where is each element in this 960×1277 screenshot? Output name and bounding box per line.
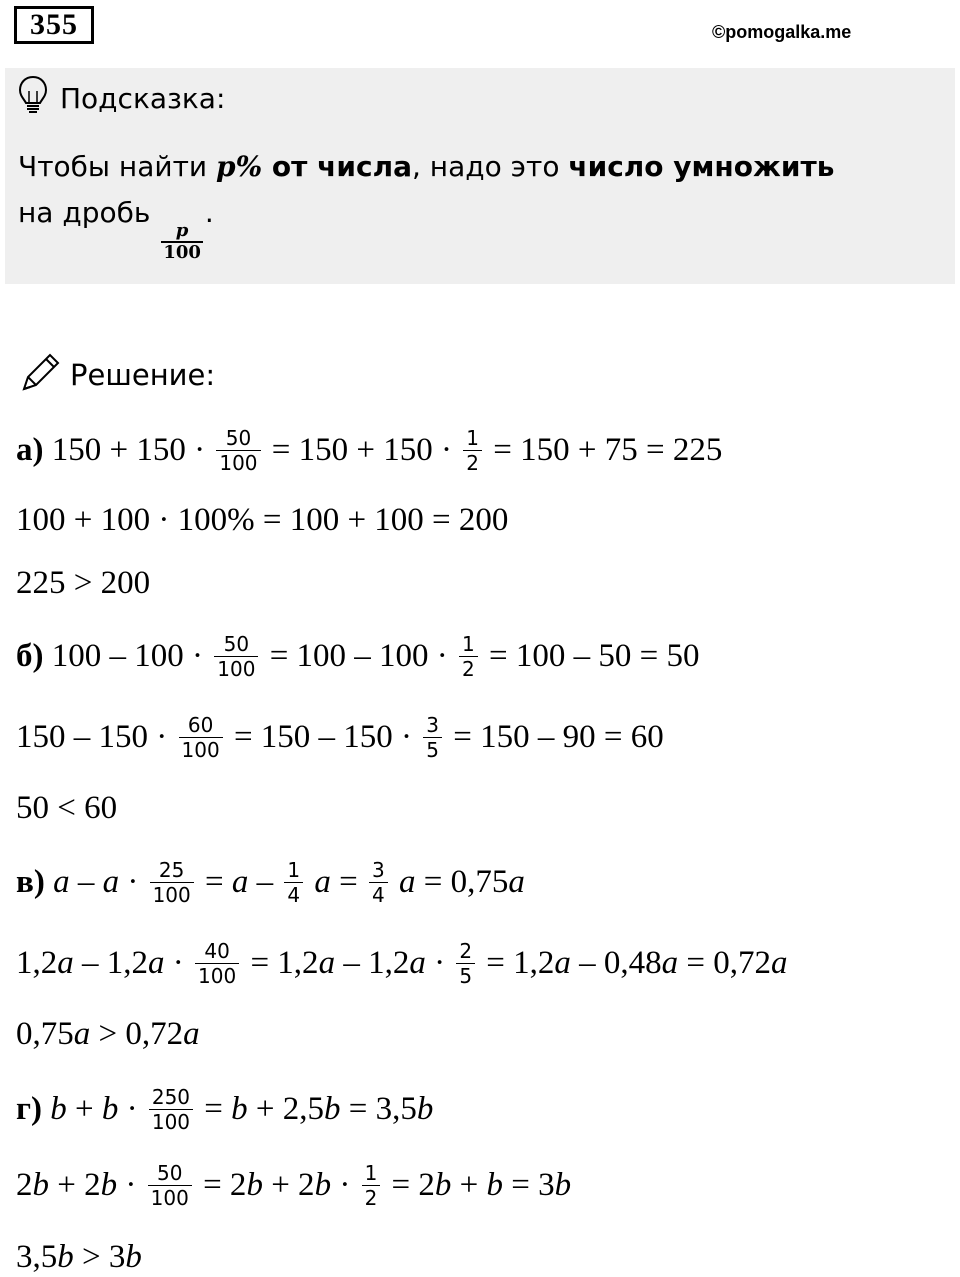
- hint-text: Чтобы найти p% от числа, надо это число умножить на дробь $\frac{p}{100}$ .: [18, 150, 835, 263]
- fraction: $\frac{3}{4}$: [369, 858, 388, 907]
- fraction: $\frac{60}{100}$: [179, 713, 223, 762]
- hint-heading: [18, 76, 225, 120]
- solution-line-b3: 50 < 60: [16, 790, 118, 826]
- fraction: $\frac{p}{100}$: [163, 220, 201, 263]
- solution-line-v3: 0,75a > 0,72a: [16, 1016, 200, 1052]
- fraction: $\frac{50}{100}$: [148, 1161, 192, 1210]
- pencil-icon: [18, 351, 62, 400]
- solution-line-g2: 2b + 2b · $\frac{50}{100}$ = 2b + 2b · $\frac{1}{2}$ = 2b + b = 3b: [16, 1161, 572, 1210]
- fraction: $\frac{2}{5}$: [456, 939, 475, 988]
- fraction: $\frac{3}{5}$: [423, 713, 442, 762]
- solution-line-a2: 100 + 100 · 100% = 100 + 100 = 200: [16, 502, 509, 538]
- fraction: $\frac{50}{100}$: [216, 426, 260, 475]
- fraction: $\frac{40}{100}$: [195, 939, 239, 988]
- solution-title: Решение:: [70, 358, 216, 392]
- fraction: $\frac{250}{100}$: [149, 1085, 193, 1134]
- solution-line-a3: 225 > 200: [16, 565, 151, 601]
- solution-line-g3: 3,5b > 3b: [16, 1239, 142, 1275]
- fraction: $\frac{1}{2}$: [459, 632, 478, 681]
- lightbulb-icon: [18, 75, 48, 122]
- solution-heading: [18, 352, 215, 398]
- fraction: $\frac{1}{2}$: [362, 1161, 381, 1210]
- solution-line-g1: г) b + b · $\frac{250}{100}$ = b + 2,5b = 3,5b: [16, 1085, 434, 1134]
- solution-line-v1: в) a – a · $\frac{25}{100}$ = a – $\frac{1}{4}$ a = $\frac{3}{4}$ a = 0,75a: [16, 858, 525, 907]
- fraction: $\frac{25}{100}$: [150, 858, 194, 907]
- site-credit: ©pomogalka.me: [712, 22, 852, 42]
- solution-line-b2: 150 – 150 · $\frac{60}{100}$ = 150 – 150 · $\frac{3}{5}$ = 150 – 90 = 60: [16, 713, 664, 762]
- solution-line-a1: а) 150 + 150 · $\frac{50}{100}$ = 150 + 150 · $\frac{1}{2}$ = 150 + 75 = 225: [16, 426, 723, 475]
- solution-line-v2: 1,2a – 1,2a · $\frac{40}{100}$ = 1,2a – 1,2a · $\frac{2}{5}$ = 1,2a – 0,48a = 0,72a: [16, 939, 788, 988]
- hint-title: Подсказка:: [60, 81, 226, 115]
- solution-line-b1: б) 100 – 100 · $\frac{50}{100}$ = 100 – 100 · $\frac{1}{2}$ = 100 – 50 = 50: [16, 632, 700, 681]
- fraction: $\frac{50}{100}$: [214, 632, 258, 681]
- fraction: $\frac{1}{4}$: [284, 858, 303, 907]
- task-number: 355: [14, 6, 94, 44]
- fraction: $\frac{1}{2}$: [463, 426, 482, 475]
